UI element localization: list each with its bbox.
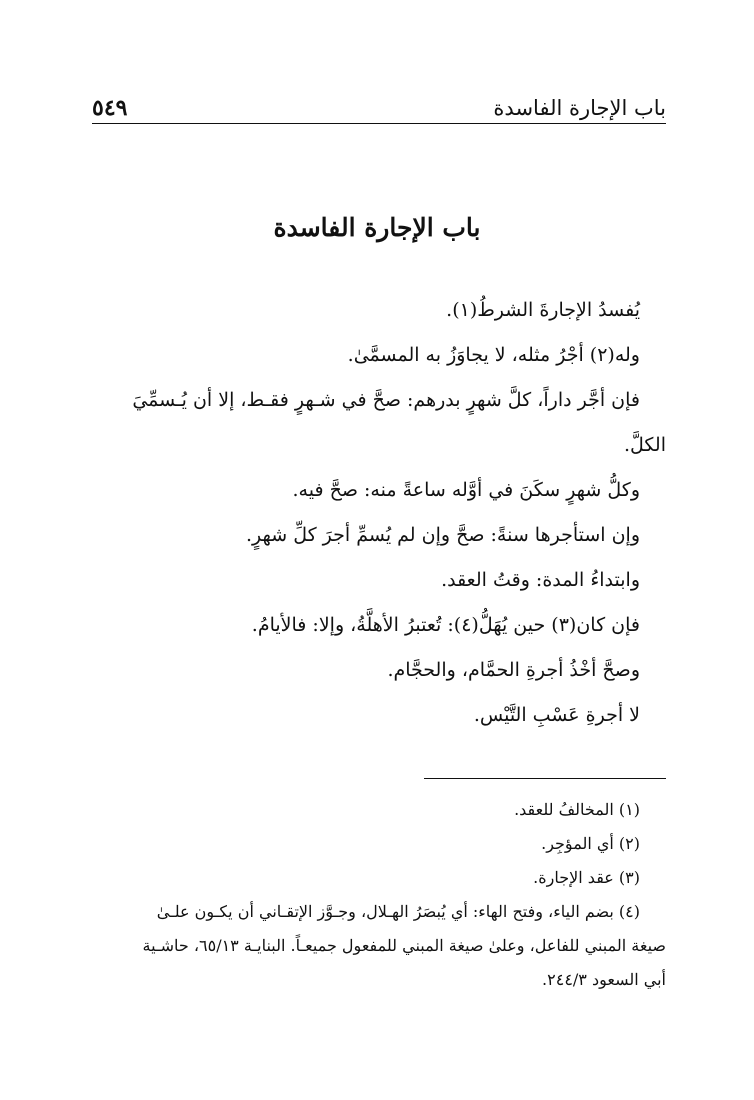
footnotes [88, 793, 666, 997]
paragraph: يُفسدُ الإجارةَ الشرطُ(١). [446, 299, 640, 321]
running-title: باب الإجارة الفاسدة [493, 96, 666, 120]
paragraph: وكلُّ شهرٍ سكَنَ في أوَّله ساعةً منه: صحَّ فيه. [292, 479, 640, 501]
paragraph: وله(٢) أجْرُ مثله، لا يجاوَزُ به المسمَّىٰ. [347, 344, 640, 366]
page-number: ٥٤٩ [92, 95, 128, 121]
footnote-continuation: صيغة المبني للفاعل، وعلىٰ صيغة المبني للمفعول جميعـاً. البنايـة ٦٥/١٣، حاشـية [142, 936, 666, 955]
footnote: (٢) أي المؤجِر. [541, 834, 640, 853]
paragraph: فإن كان(٣) حين يُهَلُّ(٤): تُعتبرُ الأهلَّةُ، وإلا: فالأيامُ. [251, 614, 640, 636]
paragraph: وابتداءُ المدة: وقتُ العقد. [441, 569, 640, 591]
paragraph: وصحَّ أخْذُ أجرةِ الحمَّام، والحجَّام. [387, 659, 640, 681]
body-text [88, 288, 666, 738]
chapter-title: باب الإجارة الفاسدة [273, 213, 481, 242]
footnote: (٣) عقد الإجارة. [533, 868, 640, 887]
footnote: (١) المخالفُ للعقد. [514, 800, 640, 819]
paragraph: وإن استأجرها سنةً: صحَّ وإن لم يُسمِّ أجرَ كلِّ شهرٍ. [245, 524, 640, 546]
footnote-continuation: أبي السعود ٢٤٤/٣. [542, 970, 666, 989]
footnote-separator [424, 778, 666, 779]
paragraph: فإن أجَّر داراً، كلَّ شهرٍ بدرهم: صحَّ في شـهرٍ فقـط، إلا أن يُـسمِّيَ [132, 389, 640, 411]
running-header [92, 84, 666, 124]
footnote: (٤) بضم الياء، وفتح الهاء: أي يُبصَرُ الهـلال، وجـوَّز الإتقـاني أن يكـون علـىٰ [156, 902, 640, 921]
paragraph: لا أجرةِ عَسْبِ التَّيْس. [473, 704, 640, 726]
paragraph-continuation: الكلَّ. [624, 434, 666, 456]
